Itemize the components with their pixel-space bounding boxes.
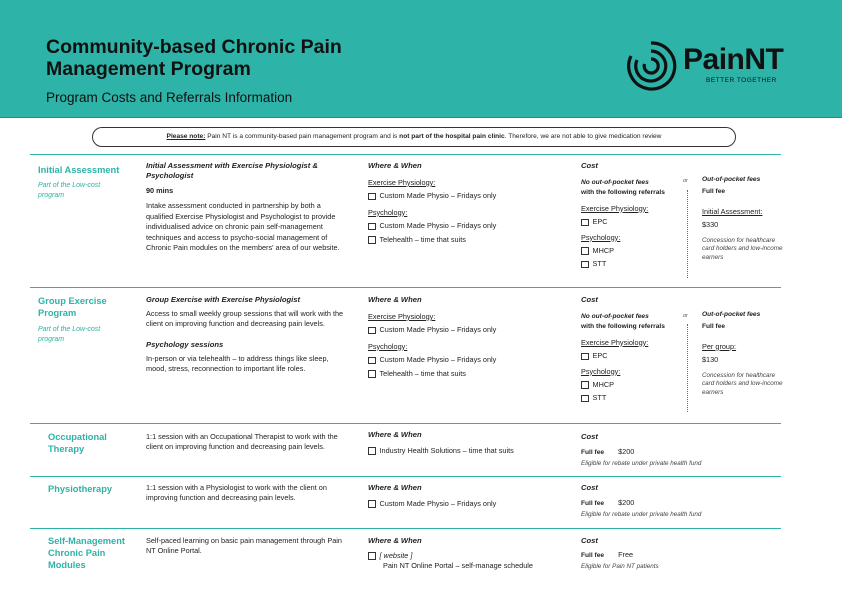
concession-note: Concession for healthcare card holders and low-income earners (702, 371, 783, 396)
duration: 90 mins (146, 186, 174, 195)
option-stt[interactable]: STT (581, 393, 689, 403)
page-title: Community-based Chronic Pain Management Program (46, 36, 342, 80)
dotted-divider (687, 190, 688, 278)
cost-heading: Cost (581, 295, 598, 304)
initial-cost-referral: Cost No out-of-pocket fees with the following referrals Exercise Physiology: EPC Psychology: MHCP STT (581, 161, 689, 270)
smm-description (146, 536, 346, 557)
smm-where (368, 536, 578, 572)
row-divider (30, 154, 781, 155)
group-where (368, 295, 568, 379)
service-description: Access to small weekly group sessions that will work with the client on improving function and decreasing pain levels. (146, 309, 344, 329)
service-heading: Initial Assessment with Exercise Physiologist & Psychologist (146, 161, 318, 180)
fee-value: $330 (702, 220, 719, 230)
checkbox[interactable] (581, 219, 589, 227)
service-description: Self-paced learning on basic pain management through Pain NT Online Portal. (146, 536, 342, 556)
physio-cost: Cost Full fee $200 Eligible for rebate under private health fund (581, 483, 781, 520)
checkbox[interactable] (368, 193, 376, 201)
option-website[interactable] (368, 551, 578, 561)
smm-cost: Cost Full fee Free Eligible for Pain NT patients (581, 536, 781, 572)
checkbox[interactable] (368, 327, 376, 335)
cost-heading: Cost (581, 161, 598, 170)
physio-section (48, 483, 138, 495)
group-description (146, 295, 346, 375)
ot-description (146, 432, 346, 453)
checkbox[interactable] (368, 236, 376, 244)
checkbox[interactable] (581, 353, 589, 361)
option-custom-made[interactable]: Custom Made Physio – Fridays only (368, 325, 568, 335)
ot-where (368, 430, 568, 456)
ex-phys-label: Exercise Physiology: (368, 312, 436, 321)
option-custom-made[interactable]: Custom Made Physio – Fridays only (368, 191, 568, 201)
checkbox[interactable] (581, 261, 589, 269)
physio-description (146, 483, 346, 504)
group-cost-full: Out-of-pocket fees Full fee Per group: $130 Concession for healthcare card holders and low-income earners (702, 311, 783, 396)
row-divider (30, 476, 781, 477)
service-heading: Group Exercise with Exercise Physiologist (146, 295, 301, 304)
checkbox[interactable] (368, 500, 376, 508)
checkbox[interactable] (368, 223, 376, 231)
fee-value: $200 (618, 498, 635, 507)
section-title: Initial Assessment (38, 165, 120, 175)
where-when-heading: Where & When (368, 536, 422, 545)
group-cost-referral: Cost No out-of-pocket fees with the following referrals Exercise Physiology: EPC Psychology: MHCP STT (581, 295, 689, 404)
dotted-divider (687, 324, 688, 412)
fee-value: $200 (618, 447, 635, 456)
initial-where (368, 161, 568, 245)
section-title: Occupational Therapy (48, 432, 107, 454)
service-description-2: In-person or via telehealth – to address things like sleep, mood, stress, reconnection to important life roles. (146, 353, 329, 374)
section-title: Self-Management Chronic Pain Modules (48, 536, 125, 570)
physio-where (368, 483, 568, 509)
ex-phys-label: Exercise Physiology: (368, 178, 436, 187)
page-subtitle: Program Costs and Referrals Information (46, 90, 293, 105)
option-telehealth[interactable]: Telehealth – time that suits (368, 369, 568, 379)
option-industry-health[interactable]: Industry Health Solutions – time that suits (368, 446, 568, 456)
psych-label: Psychology: (368, 341, 408, 351)
checkbox[interactable] (368, 370, 376, 378)
painnt-logo-icon (625, 40, 677, 92)
rebate-note: Eligible for rebate under private health fund (581, 460, 702, 468)
service-description: 1:1 session with a Physiologist to work with the client on improving function and decreasing pain levels. (146, 483, 327, 503)
or-label: or (683, 178, 688, 184)
checkbox[interactable] (368, 552, 376, 560)
service-description: Intake assessment conducted in partnership by both a qualified Exercise Physiologist and Psychologist to provide individualised advice on chronic pain self-management techniques and access to psycho-social management of Chronic Pain modules on the members' area of our website. (146, 201, 340, 253)
ot-cost: Cost Full fee $200 Eligible for rebate under private health fund (581, 432, 781, 469)
checkbox[interactable] (581, 381, 589, 389)
cost-heading: Cost (581, 432, 598, 441)
initial-section (38, 164, 138, 200)
concession-note: Concession for healthcare card holders and low-income earners (702, 236, 783, 261)
option-telehealth[interactable]: Telehealth – time that suits (368, 235, 568, 245)
initial-description (146, 161, 346, 253)
low-cost-note: Part of the Low-cost program (38, 182, 101, 199)
where-when-heading: Where & When (368, 161, 422, 170)
brand-tagline: BETTER TOGETHER (706, 77, 777, 84)
fee-label: Per group: (702, 341, 737, 351)
note-text-2: . Therefore, we are not able to give medication review (504, 133, 662, 140)
header-banner (0, 0, 842, 118)
note-banner (92, 127, 736, 147)
psych-label: Psychology: (368, 207, 408, 217)
ot-section (48, 431, 128, 455)
row-divider (30, 423, 781, 424)
option-mhcp[interactable]: MHCP (581, 380, 689, 390)
service-description: 1:1 session with an Occupational Therapist to work with the client on improving function and decreasing pain levels. (146, 432, 338, 452)
note-label: Please note: (166, 133, 206, 140)
option-mhcp[interactable]: MHCP (581, 246, 689, 256)
smm-section (48, 535, 138, 571)
option-custom-made[interactable]: Custom Made Physio – Fridays only (368, 221, 568, 231)
cost-heading: Cost (581, 483, 598, 492)
checkbox[interactable] (368, 447, 376, 455)
website-link[interactable]: [ website ] (379, 551, 413, 560)
row-divider (30, 287, 781, 288)
row-divider (30, 528, 781, 529)
option-custom-made[interactable]: Custom Made Physio – Fridays only (368, 355, 568, 365)
section-title: Group Exercise Program (38, 296, 107, 318)
note-bold-text: not part of the hospital pain clinic (399, 133, 505, 140)
or-label: or (683, 313, 688, 319)
rebate-note: Eligible for rebate under private health fund (581, 511, 702, 519)
brand-name: PainNT (683, 43, 784, 76)
section-title: Physiotherapy (48, 484, 113, 494)
checkbox[interactable] (368, 357, 376, 365)
option-stt[interactable]: STT (581, 259, 689, 269)
fee-value: $130 (702, 355, 719, 365)
service-heading-2: Psychology sessions (146, 339, 224, 349)
cost-heading: Cost (581, 536, 598, 545)
option-epc[interactable]: EPC (581, 217, 689, 227)
eligibility-note: Eligible for Pain NT patients (581, 563, 659, 571)
where-when-heading: Where & When (368, 483, 422, 492)
note-text-1: Pain NT is a community-based pain management program and is (205, 133, 400, 140)
group-section (38, 295, 138, 344)
where-when-heading: Where & When (368, 295, 422, 304)
fee-label: Initial Assessment: (702, 206, 763, 216)
initial-cost-full: Out-of-pocket fees Full fee Initial Assessment: $330 Concession for healthcare card holders and low-income earners (702, 176, 783, 261)
where-when-heading: Where & When (368, 430, 422, 439)
fee-value: Free (618, 550, 634, 559)
checkbox[interactable] (581, 247, 589, 255)
portal-text: Pain NT Online Portal – self-manage schedule (383, 561, 533, 571)
checkbox[interactable] (581, 395, 589, 403)
low-cost-note: Part of the Low-cost program (38, 326, 101, 343)
option-custom-made[interactable]: Custom Made Physio – Fridays only (368, 499, 568, 509)
option-epc[interactable]: EPC (581, 351, 689, 361)
